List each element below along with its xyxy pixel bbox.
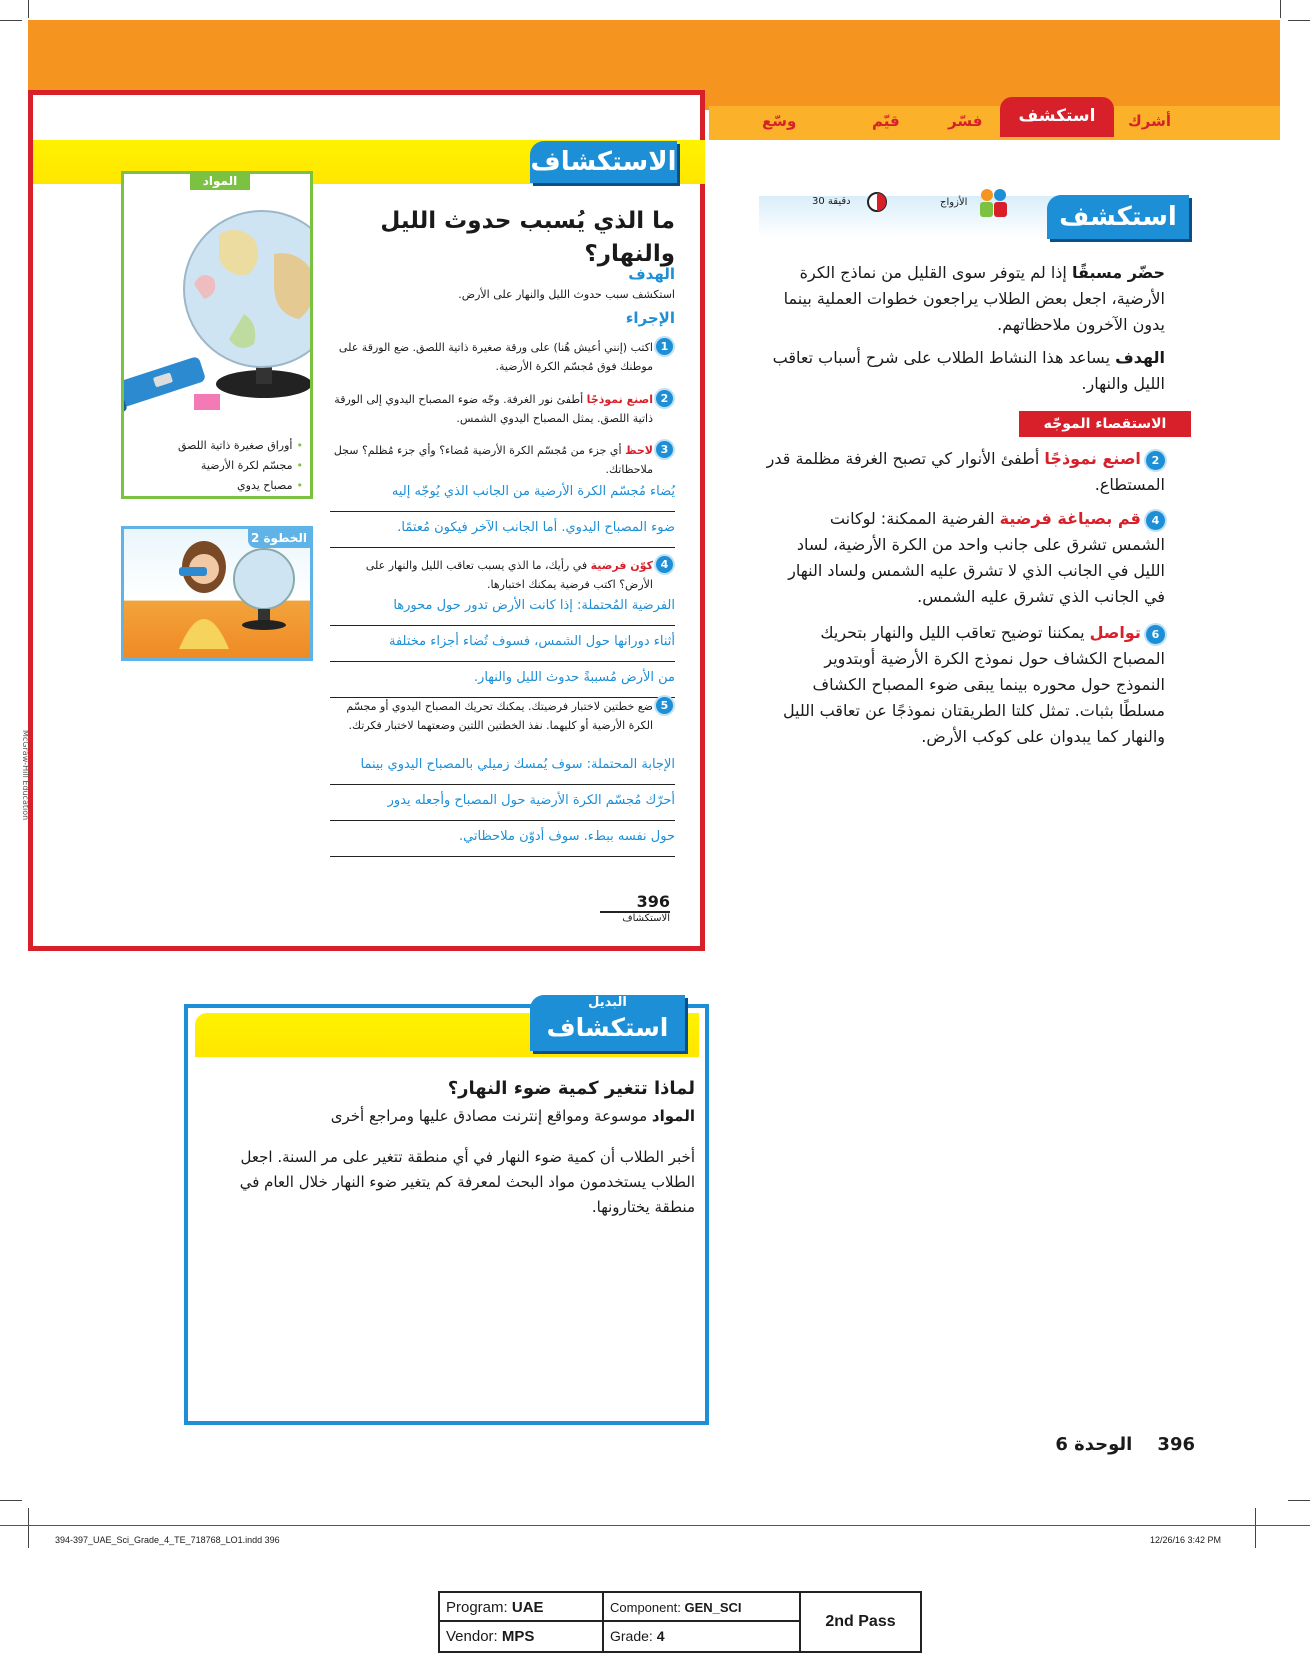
teacher-page-number: 396 [1157, 1434, 1195, 1455]
procedure-label: الإجراء [625, 309, 675, 327]
pass-cell: 2nd Pass [825, 1613, 896, 1630]
step-number: 5 [656, 697, 673, 714]
alternative-materials [220, 1107, 695, 1125]
alternative-question: لماذا تتغير كمية ضوء النهار؟ [447, 1078, 695, 1099]
teacher-page-footer [1000, 1434, 1195, 1455]
step-text: اكتب (إنني أعيش هُنا) على ورقة صغيرة ذاتية اللصق. ضع الورقة على موطنك فوق مُجسّم الكرة الأرضية. [338, 341, 653, 373]
guided-item [760, 446, 1165, 498]
item-number: 2 [1146, 451, 1165, 470]
photo-credit: McGraw-Hill Education [21, 730, 30, 821]
teacher-goal-label: الهدف [1115, 348, 1165, 367]
nav-tab-explain[interactable]: فسّر [948, 112, 983, 130]
materials-label: المواد [651, 1107, 695, 1125]
item-number: 6 [1146, 625, 1165, 644]
item-text: أطفئ الأنوار كي تصبح الغرفة مظلمة قدر المستطاع. [766, 449, 1165, 494]
crop-mark [28, 1508, 29, 1548]
procedure-step [330, 441, 653, 479]
step-lead: اصنع نموذجًا [586, 393, 653, 406]
teacher-section-title: استكشف [1047, 195, 1189, 239]
teacher-goal-paragraph [760, 345, 1165, 397]
list-item: •مجسّم لكرة الأرضية [200, 459, 303, 472]
girl-globe-illustration [124, 529, 310, 658]
goal-text: استكشف سبب حدوث الليل والنهار على الأرض. [458, 288, 675, 301]
item-lead: تواصل [1089, 623, 1141, 642]
item-number: 4 [1146, 511, 1165, 530]
alternative-body: أخبر الطلاب أن كمية ضوء النهار في أي منطقة تتغير على مر السنة. اجعل الطلاب يستخدمون مواد البحث لمعرفة كم يتغير ضوء النهار خلال العام في منطقة يختارونها. [239, 1148, 695, 1216]
materials-text: موسوعة ومواقع إنترنت مصادق عليها ومراجع أخرى [330, 1107, 648, 1125]
item-text: الفرضية الممكنة: لوكانت الشمس تشرق على جانب واحد من الكرة الأرضية، لساد الليل في الجانب الذي لا تشرق عليه الشمس ولساد النهار في الجانب الذي تشرق عليه الشمس. [788, 509, 1165, 606]
answer-block [330, 750, 675, 860]
vendor-cell [440, 1622, 604, 1651]
step-text: ضع خطتين لاختبار فرضيتك. يمكنك تحريك المصباح اليدوي أو مجسّم الكرة الأرضية أو كليهما. نفذ الخطتين اللتين وضعتهما لاختبار فكرتك. [346, 700, 653, 732]
answer-line: الفرضية المُحتملة: إذا كانت الأرض تدور حول محورها [330, 591, 675, 626]
list-item: •مصباح يدوي [237, 479, 303, 492]
prepare-paragraph [760, 260, 1165, 338]
procedure-step [330, 556, 653, 594]
teacher-goal-text: يساعد هذا النشاط الطلاب على شرح أسباب تعاقب الليل والنهار. [772, 348, 1165, 393]
alternative-title [530, 995, 685, 1051]
component-cell [604, 1593, 801, 1622]
answer-block [330, 591, 675, 701]
step-lead: كوّن فرضية [590, 559, 653, 572]
pairs-label: الأزواج [940, 197, 968, 208]
page-title: ما الذي يُسبب حدوث الليل والنهار؟ [380, 208, 675, 267]
procedure-step [330, 338, 675, 376]
materials-tab: المواد [190, 172, 250, 190]
nav-tab-extend[interactable]: وسّع [762, 112, 797, 130]
answer-block [330, 477, 675, 557]
materials-list [128, 436, 303, 496]
list-item: •أوراق صغيرة ذاتية اللصق [177, 439, 303, 452]
step-number: 4 [656, 556, 673, 573]
answer-line: من الأرض مُسببةً حدوث الليل والنهار. [330, 663, 675, 698]
cell-value: 4 [656, 1628, 665, 1644]
step-text: أي جزء من مُجسّم الكرة الأرضية مُضاء؟ وأي جزء مُظلم؟ سجل ملاحظاتك. [333, 444, 653, 476]
nav-tab-evaluate[interactable]: قيّم [872, 112, 900, 130]
answer-line: ضوء المصباح اليدوي. أما الجانب الآخر فيكون مُعتمًا. [330, 513, 675, 548]
guided-item [775, 620, 1165, 750]
procedure-step [330, 390, 653, 428]
step-text: في رأيك، ما الذي يسبب تعاقب الليل والنهار على الأرض؟ اكتب فرضية يمكنك اختبارها. [365, 559, 653, 591]
alternative-label: البديل [588, 995, 627, 1010]
guided-inquiry-label: الاستقصاء الموجّه [1019, 411, 1191, 437]
item-lead: قم بصياغة فرضية [999, 509, 1141, 528]
cell-value: UAE [511, 1599, 544, 1616]
time-label: 30 دقيقة [812, 196, 851, 207]
guided-item [775, 506, 1165, 610]
unit-label: الوحدة 6 [1055, 1434, 1133, 1455]
alternative-heading: استكشاف [546, 1013, 669, 1042]
timestamp: 12/26/16 3:42 PM [1150, 1535, 1222, 1545]
crop-mark [0, 1500, 22, 1501]
crop-mark [1288, 1500, 1310, 1501]
step-number: 3 [656, 441, 673, 458]
answer-line: الإجابة المحتملة: سوف يُمسك زميلي بالمصباح اليدوي بينما [330, 750, 675, 785]
cell-label: Grade: [610, 1628, 653, 1644]
crop-mark [1280, 0, 1281, 18]
crop-mark [0, 20, 22, 21]
goal-label: الهدف [628, 265, 675, 283]
cell-value: MPS [501, 1628, 535, 1645]
crop-mark [1288, 20, 1310, 21]
cell-label: Component: [610, 1600, 681, 1615]
item-lead: اصنع نموذجًا [1044, 449, 1141, 468]
cell-label: Vendor: [446, 1628, 498, 1645]
answer-line: أحرّك مُجسّم الكرة الأرضية حول المصباح وأجعله يدور [330, 786, 675, 821]
grade-cell [604, 1622, 801, 1651]
answer-line: يُضاء مُجسّم الكرة الأرضية من الجانب الذي يُوجّه إليه [330, 477, 675, 512]
step-number: 2 [656, 390, 673, 407]
step-number: 1 [656, 338, 673, 355]
prepare-label: حضّر مسبقًا [1071, 263, 1165, 282]
step-text: أطفئ نور الغرفة. وجّه ضوء المصباح اليدوي إلى الورقة ذاتية اللصق. يمثل المصباح اليدوي الشمس. [334, 393, 653, 425]
nav-tab-explore[interactable]: استكشف [1000, 97, 1114, 137]
crop-mark [1255, 1508, 1256, 1548]
prepare-text: إذا لم يتوفر سوى القليل من نماذج الكرة الأرضية، اجعل بعض الطلاب يراجعون خطوات العملية بينما يدون الآخرون ملاحظاتهم. [783, 263, 1165, 334]
procedure-step [330, 697, 653, 735]
slug-line [0, 1525, 1310, 1526]
answer-line: أثناء دورانها حول الشمس، فسوف تُضاء أجزاء مختلفة [330, 627, 675, 662]
nav-tab-engage[interactable]: أشرك [1128, 112, 1171, 130]
crop-mark [28, 0, 29, 18]
file-name: 394-397_UAE_Sci_Grade_4_TE_718768_LO1.indd 396 [55, 1535, 280, 1545]
student-page-number: 396 [600, 892, 670, 913]
student-page-label: الاستكشاف [622, 913, 670, 924]
student-section-title: الاستكشاف [530, 141, 677, 183]
timer-icon [866, 191, 888, 213]
step-label: الخطوة 2 [248, 528, 310, 548]
job-info-table [438, 1591, 922, 1653]
cell-value: GEN_SCI [684, 1600, 742, 1615]
step-lead: لاحظ [625, 444, 653, 457]
answer-line: حول نفسه ببطء. سوف أدوّن ملاحظاتي. [330, 822, 675, 857]
cell-label: Program: [446, 1599, 508, 1616]
program-cell [440, 1593, 604, 1622]
item-text: يمكننا توضيح تعاقب الليل والنهار بتحريك المصباح الكشاف حول نموذج الكرة الأرضية أوبتدوير النموذج حول محوره بينما يبقى ضوء المصباح الكشاف مسلطًا بثبات. تمثل كلتا الطريقتان نموذجًا عن تعاقب الليل والنهار كما يبدوان على كوكب الأرض. [782, 623, 1165, 746]
pairs-icon [976, 186, 1010, 220]
